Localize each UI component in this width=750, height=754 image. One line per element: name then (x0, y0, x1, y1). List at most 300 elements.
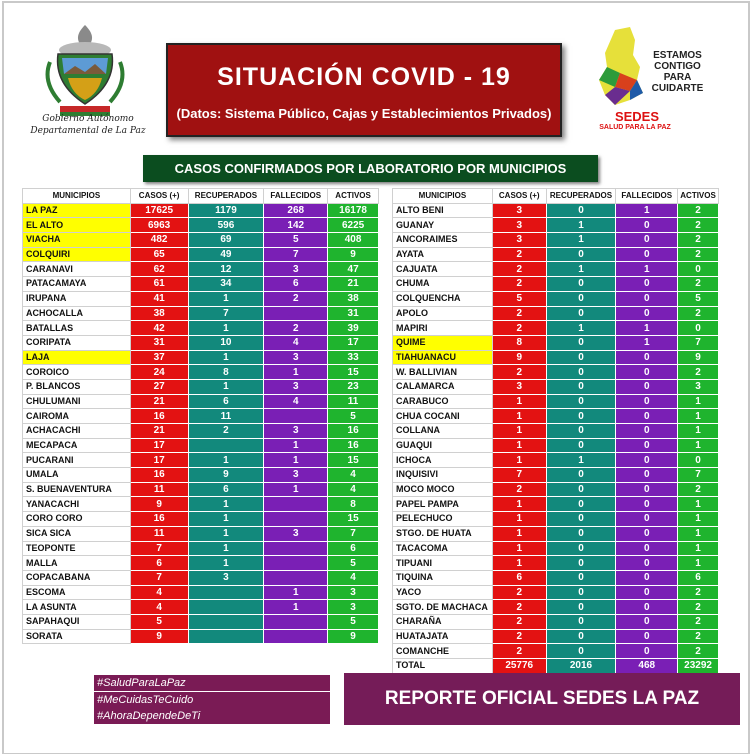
table-row (23, 365, 379, 380)
table-row (393, 541, 719, 556)
fallecidos-cell: 0 (616, 365, 678, 380)
municipio-cell: MECAPACA (23, 438, 131, 453)
table-row (23, 321, 379, 336)
fallecidos-cell: 0 (616, 644, 678, 659)
table-row (393, 614, 719, 629)
casos-cell: 1 (492, 394, 546, 409)
activos-cell: 7 (328, 526, 379, 541)
fallecidos-cell: 1 (264, 453, 328, 468)
fallecidos-cell: 1 (264, 600, 328, 615)
casos-cell: 21 (130, 424, 188, 439)
activos-cell: 11 (328, 394, 379, 409)
casos-cell: 7 (130, 570, 188, 585)
fallecidos-cell: 268 (264, 203, 328, 218)
recuperados-cell: 2016 (546, 659, 616, 674)
municipio-cell: ALTO BENI (393, 203, 493, 218)
recuperados-cell: 0 (546, 335, 616, 350)
activos-cell: 31 (328, 306, 379, 321)
municipio-cell: IRUPANA (23, 291, 131, 306)
column-header-recuperados: RECUPERADOS (188, 189, 264, 204)
activos-cell: 5 (328, 556, 379, 571)
fallecidos-cell (264, 541, 328, 556)
recuperados-cell: 2 (188, 424, 264, 439)
casos-cell: 1 (492, 409, 546, 424)
recuperados-cell (188, 629, 264, 644)
casos-cell: 16 (130, 409, 188, 424)
logo-slogan-line: PARA (663, 72, 692, 83)
recuperados-cell (188, 600, 264, 615)
fallecidos-cell (264, 570, 328, 585)
casos-cell: 62 (130, 262, 188, 277)
municipio-cell: ANCORAIMES (393, 233, 493, 248)
municipio-cell: STGO. DE HUATA (393, 526, 493, 541)
casos-cell: 25776 (492, 659, 546, 674)
fallecidos-cell: 0 (616, 424, 678, 439)
municipio-cell: TOTAL (393, 659, 493, 674)
table-row (23, 556, 379, 571)
table-row (23, 453, 379, 468)
activos-cell: 4 (328, 468, 379, 483)
table-row (23, 277, 379, 292)
casos-cell: 8 (492, 335, 546, 350)
municipio-cell: GUAQUI (393, 438, 493, 453)
recuperados-cell: 9 (188, 468, 264, 483)
municipio-cell: APOLO (393, 306, 493, 321)
page-subtitle: (Datos: Sistema Público, Cajas y Establecimientos Privados) (176, 106, 552, 121)
activos-cell: 1 (678, 409, 719, 424)
fallecidos-cell: 0 (616, 247, 678, 262)
recuperados-cell (188, 614, 264, 629)
recuperados-cell: 8 (188, 365, 264, 380)
casos-cell: 9 (130, 629, 188, 644)
fallecidos-cell: 3 (264, 262, 328, 277)
table-row (393, 468, 719, 483)
column-header-recuperados: RECUPERADOS (546, 189, 616, 204)
table-row (23, 629, 379, 644)
table-row (393, 497, 719, 512)
fallecidos-cell: 0 (616, 233, 678, 248)
casos-cell: 41 (130, 291, 188, 306)
municipio-cell: P. BLANCOS (23, 379, 131, 394)
fallecidos-cell: 0 (616, 614, 678, 629)
recuperados-cell: 1 (546, 453, 616, 468)
casos-cell: 4 (130, 585, 188, 600)
casos-cell: 11 (130, 526, 188, 541)
municipio-cell: CHUA COCANI (393, 409, 493, 424)
casos-cell: 27 (130, 379, 188, 394)
recuperados-cell: 1 (546, 262, 616, 277)
table-row (23, 438, 379, 453)
activos-cell: 2 (678, 585, 719, 600)
fallecidos-cell: 0 (616, 482, 678, 497)
table-row (393, 203, 719, 218)
activos-cell: 1 (678, 394, 719, 409)
table-row (23, 409, 379, 424)
activos-cell: 7 (678, 335, 719, 350)
casos-cell: 1 (492, 541, 546, 556)
casos-cell: 38 (130, 306, 188, 321)
municipio-cell: COLQUIRI (23, 247, 131, 262)
fallecidos-cell: 0 (616, 526, 678, 541)
casos-cell: 482 (130, 233, 188, 248)
municipio-cell: ESCOMA (23, 585, 131, 600)
recuperados-cell: 7 (188, 306, 264, 321)
fallecidos-cell: 2 (264, 321, 328, 336)
hashtag-list (94, 675, 330, 725)
recuperados-cell: 34 (188, 277, 264, 292)
municipio-cell: W. BALLIVIAN (393, 365, 493, 380)
municipio-cell: BATALLAS (23, 321, 131, 336)
casos-cell: 1 (492, 556, 546, 571)
municipio-cell: QUIME (393, 335, 493, 350)
recuperados-cell: 0 (546, 247, 616, 262)
recuperados-cell: 0 (546, 629, 616, 644)
recuperados-cell (188, 438, 264, 453)
casos-cell: 2 (492, 306, 546, 321)
recuperados-cell: 0 (546, 291, 616, 306)
municipio-cell: HUATAJATA (393, 629, 493, 644)
municipio-cell: UMALA (23, 468, 131, 483)
table-row (393, 306, 719, 321)
fallecidos-cell (264, 629, 328, 644)
municipio-cell: PELECHUCO (393, 512, 493, 527)
municipio-cell: CARANAVI (23, 262, 131, 277)
casos-cell: 2 (492, 629, 546, 644)
activos-cell: 21 (328, 277, 379, 292)
casos-cell: 1 (492, 526, 546, 541)
casos-cell: 1 (492, 497, 546, 512)
table-row (23, 262, 379, 277)
municipio-cell: COLQUENCHA (393, 291, 493, 306)
fallecidos-cell: 0 (616, 453, 678, 468)
casos-cell: 6 (130, 556, 188, 571)
fallecidos-cell: 1 (264, 585, 328, 600)
casos-cell: 1 (492, 453, 546, 468)
activos-cell: 2 (678, 482, 719, 497)
fallecidos-cell: 468 (616, 659, 678, 674)
casos-cell: 1 (492, 512, 546, 527)
activos-cell: 39 (328, 321, 379, 336)
table-row (393, 218, 719, 233)
recuperados-cell: 12 (188, 262, 264, 277)
table-row (393, 247, 719, 262)
activos-cell: 2 (678, 306, 719, 321)
recuperados-cell: 0 (546, 512, 616, 527)
table-row (23, 306, 379, 321)
recuperados-cell: 11 (188, 409, 264, 424)
fallecidos-cell: 4 (264, 335, 328, 350)
recuperados-cell: 69 (188, 233, 264, 248)
table-row (393, 262, 719, 277)
table-row (23, 350, 379, 365)
activos-cell: 5 (678, 291, 719, 306)
fallecidos-cell: 0 (616, 468, 678, 483)
recuperados-cell: 0 (546, 277, 616, 292)
casos-cell: 61 (130, 277, 188, 292)
recuperados-cell: 1 (546, 218, 616, 233)
fallecidos-cell: 0 (616, 379, 678, 394)
casos-cell: 6 (492, 570, 546, 585)
hashtag-label: #MeCuidasTeCuido (94, 692, 330, 708)
recuperados-cell: 49 (188, 247, 264, 262)
table-row (23, 482, 379, 497)
recuperados-cell: 10 (188, 335, 264, 350)
activos-cell: 15 (328, 453, 379, 468)
fallecidos-cell: 3 (264, 424, 328, 439)
municipio-cell: GUANAY (393, 218, 493, 233)
activos-cell: 9 (328, 629, 379, 644)
table-row (393, 424, 719, 439)
table-row (393, 409, 719, 424)
recuperados-cell: 0 (546, 409, 616, 424)
municipio-cell: ACHACACHI (23, 424, 131, 439)
fallecidos-cell: 0 (616, 600, 678, 615)
column-header-municipios: MUNICIPIOS (23, 189, 131, 204)
activos-cell: 1 (678, 541, 719, 556)
table-row (23, 247, 379, 262)
municipio-cell: PUCARANI (23, 453, 131, 468)
casos-cell: 2 (492, 277, 546, 292)
activos-cell: 2 (678, 203, 719, 218)
casos-cell: 42 (130, 321, 188, 336)
recuperados-cell: 0 (546, 203, 616, 218)
municipio-cell: LA PAZ (23, 203, 131, 218)
section-title: CASOS CONFIRMADOS POR LABORATORIO POR MUNICIPIOS (143, 155, 598, 182)
table-row (23, 570, 379, 585)
coat-of-arms-logo (40, 22, 130, 122)
municipio-cell: COLLANA (393, 424, 493, 439)
activos-cell: 33 (328, 350, 379, 365)
table-row (23, 335, 379, 350)
activos-cell: 2 (678, 247, 719, 262)
casos-cell: 9 (492, 350, 546, 365)
fallecidos-cell: 0 (616, 497, 678, 512)
table-row (393, 438, 719, 453)
recuperados-cell: 0 (546, 438, 616, 453)
logo-slogan-line: CONTIGO (654, 61, 701, 72)
recuperados-cell: 6 (188, 482, 264, 497)
fallecidos-cell: 0 (616, 629, 678, 644)
activos-cell: 2 (678, 644, 719, 659)
recuperados-cell: 0 (546, 394, 616, 409)
activos-cell: 3 (678, 379, 719, 394)
recuperados-cell: 0 (546, 365, 616, 380)
table-row (393, 600, 719, 615)
table-row (23, 379, 379, 394)
casos-cell: 2 (492, 644, 546, 659)
activos-cell: 4 (328, 570, 379, 585)
table-row (393, 394, 719, 409)
activos-cell: 2 (678, 233, 719, 248)
logo-brand-sub: SALUD PARA LA PAZ (599, 124, 671, 131)
activos-cell: 0 (678, 262, 719, 277)
activos-cell: 3 (328, 600, 379, 615)
casos-cell: 3 (492, 233, 546, 248)
fallecidos-cell: 1 (264, 438, 328, 453)
recuperados-cell: 1 (546, 321, 616, 336)
casos-cell: 17625 (130, 203, 188, 218)
fallecidos-cell: 0 (616, 556, 678, 571)
municipio-cell: PATACAMAYA (23, 277, 131, 292)
municipio-cell: LA ASUNTA (23, 600, 131, 615)
fallecidos-cell: 3 (264, 468, 328, 483)
recuperados-cell: 1 (188, 512, 264, 527)
municipio-cell: SICA SICA (23, 526, 131, 541)
casos-cell: 5 (130, 614, 188, 629)
municipio-cell: SGTO. DE MACHACA (393, 600, 493, 615)
fallecidos-cell: 0 (616, 218, 678, 233)
casos-cell: 2 (492, 585, 546, 600)
fallecidos-cell: 0 (616, 277, 678, 292)
table-row (23, 512, 379, 527)
casos-cell: 2 (492, 600, 546, 615)
municipio-cell: MAPIRI (393, 321, 493, 336)
crest-caption (28, 113, 148, 137)
municipio-cell: CHARAÑA (393, 614, 493, 629)
recuperados-cell (188, 585, 264, 600)
activos-cell: 2 (678, 218, 719, 233)
column-header-fallecidos: FALLECIDOS (616, 189, 678, 204)
column-header-casos: CASOS (+) (130, 189, 188, 204)
fallecidos-cell: 5 (264, 233, 328, 248)
fallecidos-cell (264, 306, 328, 321)
recuperados-cell: 3 (188, 570, 264, 585)
recuperados-cell: 1 (188, 497, 264, 512)
municipio-cell: COROICO (23, 365, 131, 380)
activos-cell: 2 (678, 277, 719, 292)
table-row (393, 233, 719, 248)
table-row (393, 629, 719, 644)
page-title: SITUACIÓN COVID - 19 (217, 63, 511, 91)
fallecidos-cell: 1 (264, 365, 328, 380)
municipio-cell: S. BUENAVENTURA (23, 482, 131, 497)
casos-cell: 4 (130, 600, 188, 615)
recuperados-cell: 1 (188, 541, 264, 556)
municipio-cell: SORATA (23, 629, 131, 644)
casos-cell: 1 (492, 424, 546, 439)
casos-cell: 21 (130, 394, 188, 409)
table-row (23, 600, 379, 615)
casos-cell: 11 (130, 482, 188, 497)
recuperados-cell: 0 (546, 306, 616, 321)
fallecidos-cell: 142 (264, 218, 328, 233)
casos-cell: 3 (492, 379, 546, 394)
table-row (23, 497, 379, 512)
recuperados-cell: 0 (546, 541, 616, 556)
municipio-cell: CAJUATA (393, 262, 493, 277)
fallecidos-cell: 0 (616, 585, 678, 600)
column-header-casos: CASOS (+) (492, 189, 546, 204)
activos-cell: 9 (328, 247, 379, 262)
fallecidos-cell (264, 614, 328, 629)
recuperados-cell: 1 (546, 233, 616, 248)
column-header-fallecidos: FALLECIDOS (264, 189, 328, 204)
fallecidos-cell: 0 (616, 394, 678, 409)
fallecidos-cell: 4 (264, 394, 328, 409)
recuperados-cell: 0 (546, 468, 616, 483)
footer-banner: REPORTE OFICIAL SEDES LA PAZ (344, 673, 740, 725)
activos-cell: 2 (678, 614, 719, 629)
municipio-cell: PAPEL PAMPA (393, 497, 493, 512)
activos-cell: 1 (678, 526, 719, 541)
activos-cell: 5 (328, 614, 379, 629)
municipio-cell: CHUMA (393, 277, 493, 292)
logo-slogan (630, 50, 725, 94)
casos-cell: 16 (130, 512, 188, 527)
activos-cell: 0 (678, 453, 719, 468)
casos-cell: 37 (130, 350, 188, 365)
table-header-row (393, 189, 719, 204)
activos-cell: 16 (328, 424, 379, 439)
table-row (23, 526, 379, 541)
casos-cell: 17 (130, 438, 188, 453)
municipio-cell: COPACABANA (23, 570, 131, 585)
activos-cell: 2 (678, 365, 719, 380)
casos-cell: 3 (492, 203, 546, 218)
fallecidos-cell (264, 556, 328, 571)
recuperados-cell: 0 (546, 526, 616, 541)
municipio-cell: YACO (393, 585, 493, 600)
activos-cell: 2 (678, 600, 719, 615)
right-municipality-table (392, 188, 719, 674)
fallecidos-cell: 0 (616, 291, 678, 306)
municipio-cell: YANACACHI (23, 497, 131, 512)
municipio-cell: VIACHA (23, 233, 131, 248)
title-banner (166, 43, 562, 137)
recuperados-cell: 0 (546, 644, 616, 659)
municipio-cell: AYATA (393, 247, 493, 262)
casos-cell: 31 (130, 335, 188, 350)
activos-cell: 6 (678, 570, 719, 585)
table-row (23, 203, 379, 218)
recuperados-cell: 1 (188, 291, 264, 306)
activos-cell: 1 (678, 512, 719, 527)
casos-cell: 7 (492, 468, 546, 483)
logo-slogan-line: CUIDARTE (651, 83, 704, 94)
activos-cell: 23 (328, 379, 379, 394)
municipio-cell: TIAHUANACU (393, 350, 493, 365)
activos-cell: 1 (678, 497, 719, 512)
table-row (23, 614, 379, 629)
table-row (393, 512, 719, 527)
fallecidos-cell (264, 512, 328, 527)
recuperados-cell: 0 (546, 482, 616, 497)
crest-caption-line-2: Departamental de La Paz (30, 126, 146, 136)
casos-cell: 2 (492, 614, 546, 629)
table-row (23, 585, 379, 600)
municipio-cell: CHULUMANI (23, 394, 131, 409)
municipio-cell: COMANCHE (393, 644, 493, 659)
activos-cell: 1 (678, 556, 719, 571)
fallecidos-cell: 1 (616, 335, 678, 350)
activos-cell: 408 (328, 233, 379, 248)
table-row (393, 379, 719, 394)
table-row (393, 644, 719, 659)
fallecidos-cell: 0 (616, 306, 678, 321)
casos-cell: 9 (130, 497, 188, 512)
column-header-activos: ACTIVOS (678, 189, 719, 204)
table-total-row (393, 659, 719, 674)
fallecidos-cell: 0 (616, 541, 678, 556)
table-row (393, 482, 719, 497)
column-header-municipios: MUNICIPIOS (393, 189, 493, 204)
recuperados-cell: 0 (546, 497, 616, 512)
logo-brand: SEDES (614, 109, 660, 124)
logo-slogan-line: ESTAMOS (653, 50, 702, 61)
fallecidos-cell: 2 (264, 291, 328, 306)
municipio-cell: INQUISIVI (393, 468, 493, 483)
column-header-activos: ACTIVOS (328, 189, 379, 204)
